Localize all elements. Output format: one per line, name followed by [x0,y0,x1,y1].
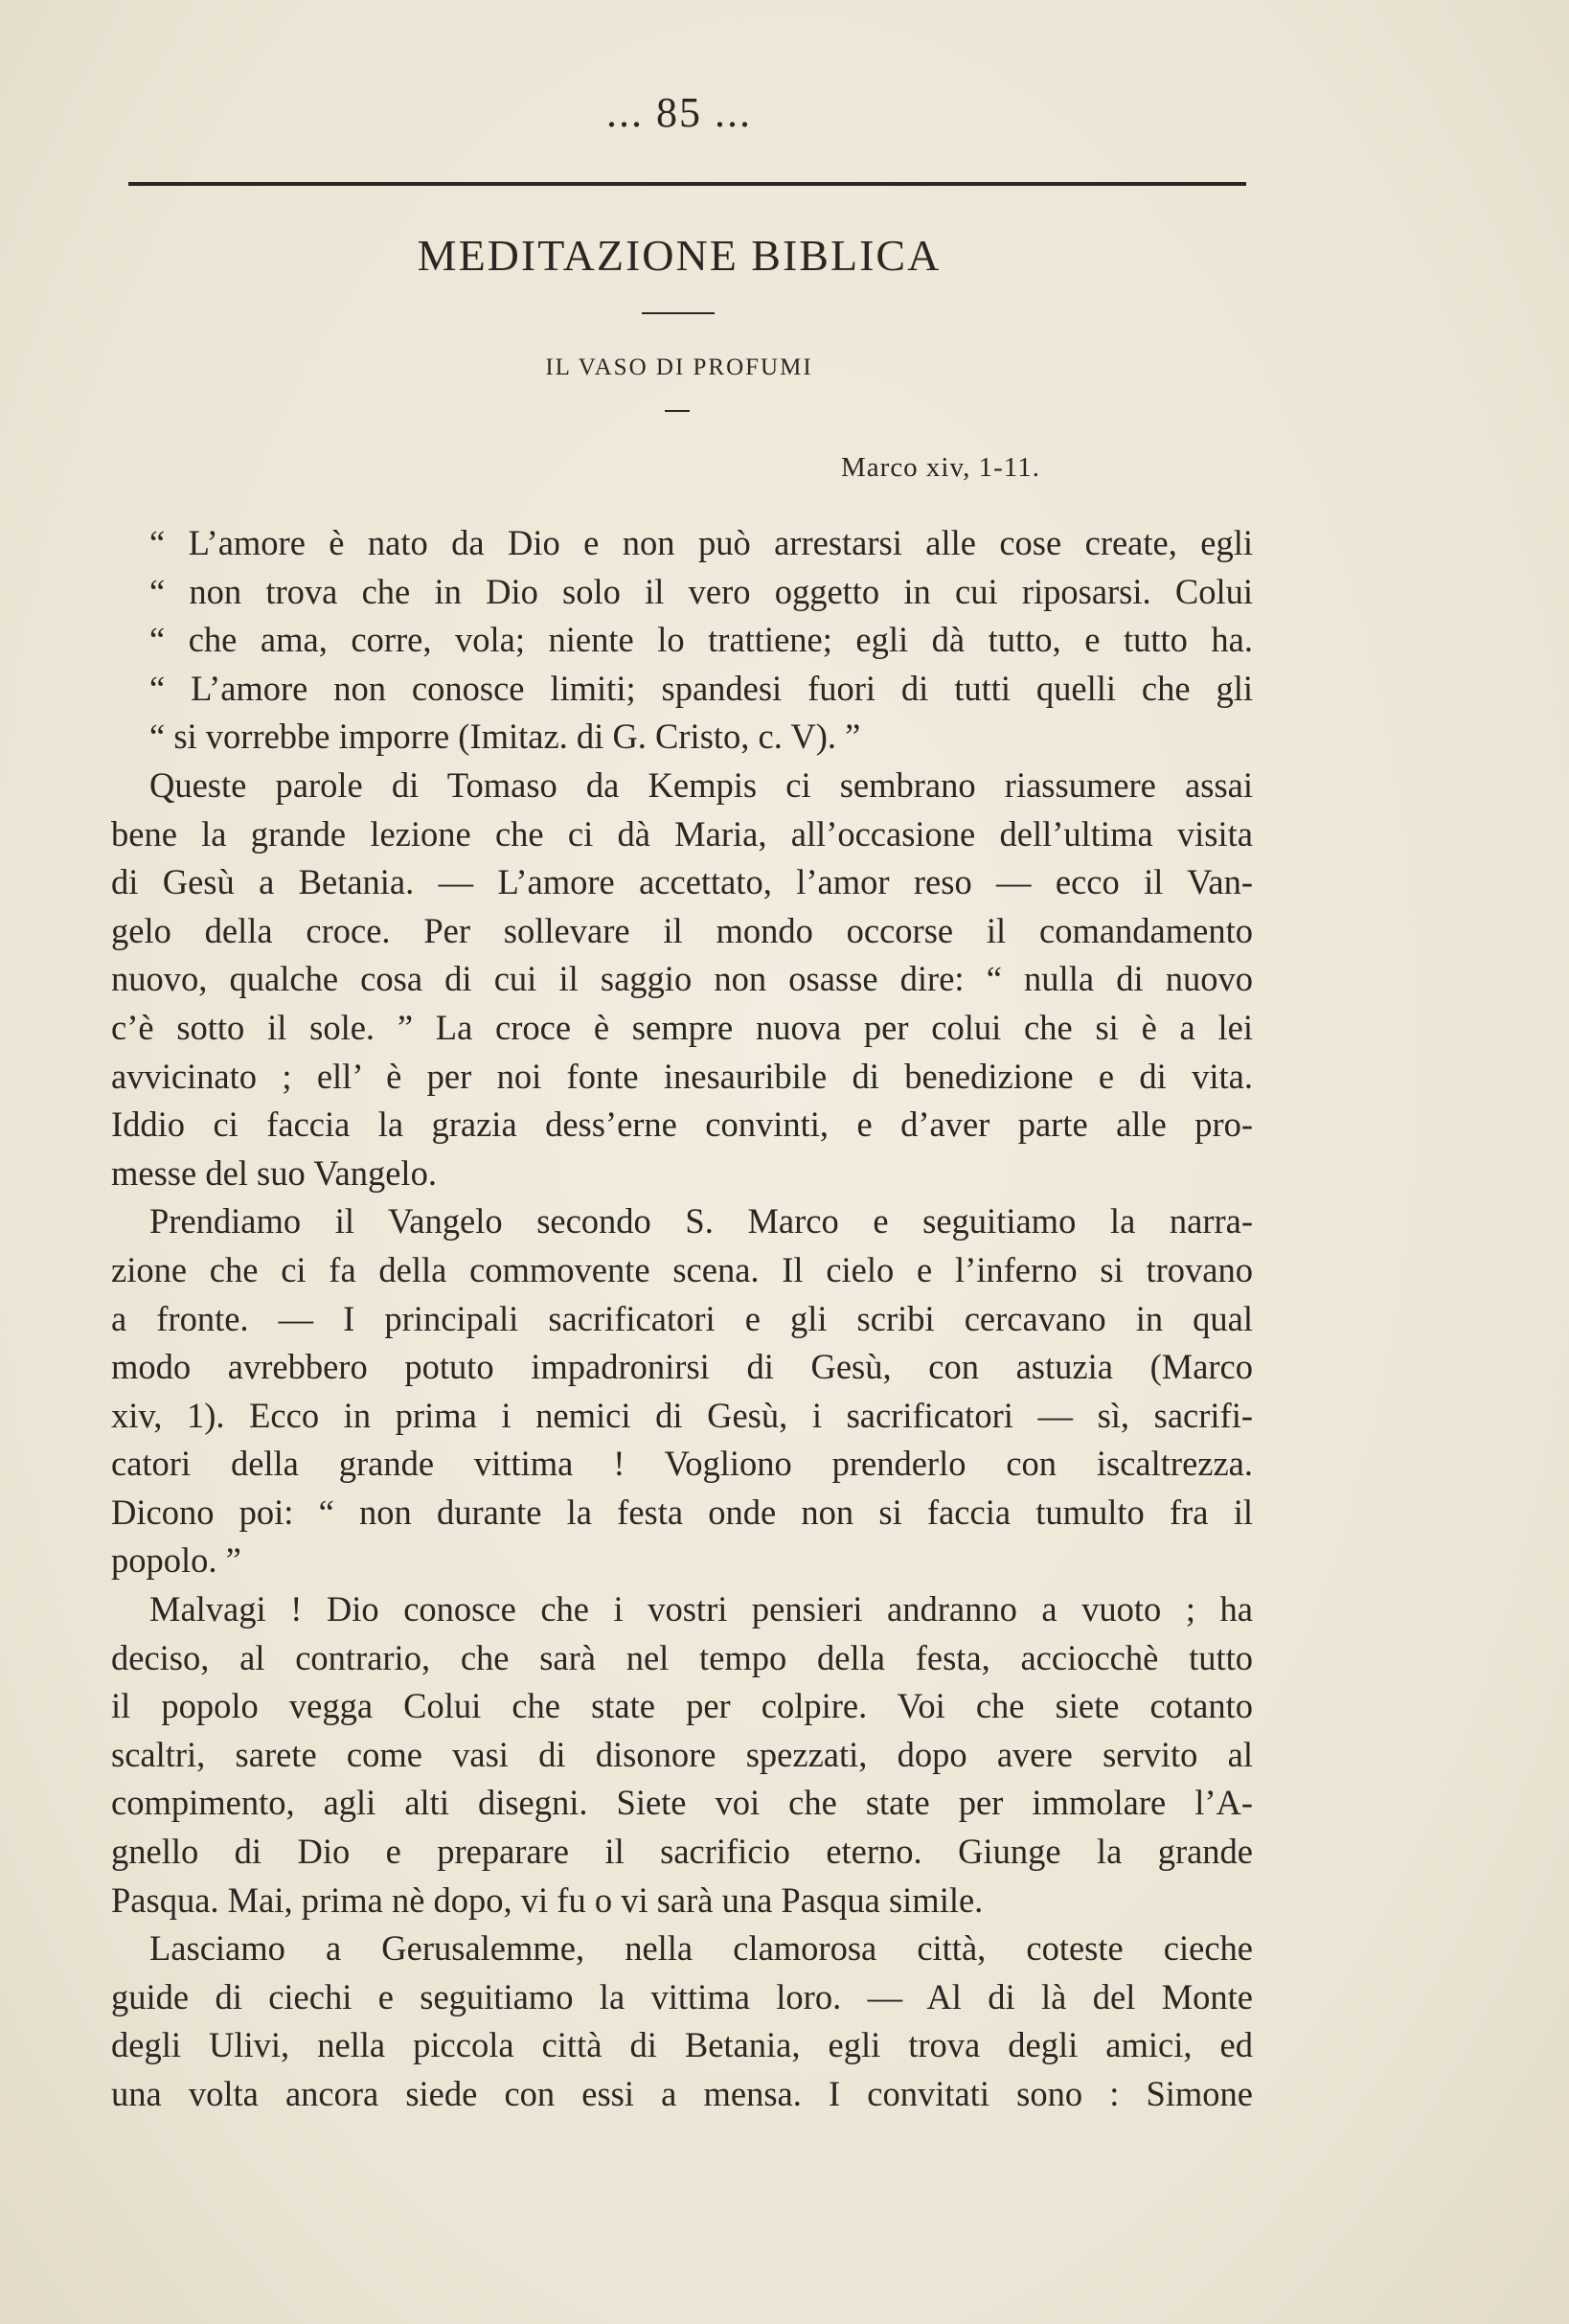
text-line: il popolo vegga Colui che state per colpire. Voi che siete cotanto [111,1686,1253,1726]
text-line: c’è sotto il sole. ” La croce è sempre nuova per colui che si è a lei [111,1007,1253,1047]
text-line: Malvagi ! Dio conosce che i vostri pensieri andranno a vuoto ; ha [149,1589,1253,1629]
text-line: gelo della croce. Per sollevare il mondo occorse il comandamento [111,910,1253,950]
text-line: Lasciamo a Gerusalemme, nella clamorosa città, coteste cieche [149,1928,1253,1969]
text-line: Pasqua. Mai, prima nè dopo, vi fu o vi sarà una Pasqua simile. [111,1880,984,1920]
text-line: Iddio ci faccia la grazia dess’erne convinti, e d’aver parte alle pro- [111,1105,1253,1145]
text-line: catori della grande vittima ! Vogliono prenderlo con iscaltrezza. [111,1444,1253,1484]
text-line: “ si vorrebbe imporre (Imitaz. di G. Cristo, c. V). ” [149,717,861,757]
text-line: zione che ci fa della commovente scena. Il cielo e l’inferno si trovano [111,1249,1253,1289]
text-line: a fronte. — I principali sacrificatori e gli scribi cercavano in qual [111,1298,1253,1338]
text-line: modo avrebbero potuto impadronirsi di Gesù, con astuzia (Marco [111,1347,1253,1387]
text-line: una volta ancora siede con essi a mensa. I convitati sono : Simone [111,2074,1253,2113]
text-line: “ non trova che in Dio solo il vero oggetto in cui riposarsi. Colui [149,571,1253,611]
text-line: popolo. ” [111,1540,241,1581]
text-line: scaltri, sarete come vasi di disonore spezzati, dopo avere servito al [111,1734,1253,1774]
text-line: messe del suo Vangelo. [111,1152,437,1193]
scripture-reference: Marco xiv, 1-11. [841,452,1040,483]
section-subtitle: IL VASO DI PROFUMI [545,354,813,380]
text-line: avvicinato ; ell’ è per noi fonte inesauribile di benedizione e di vita. [111,1056,1253,1096]
text-line: bene la grande lezione che ci dà Maria, all’occasione dell’ultima visita [111,813,1253,854]
text-line: Prendiamo il Vangelo secondo S. Marco e seguitiamo la narra- [149,1201,1253,1242]
text-line: degli Ulivi, nella piccola città di Betania, egli trova degli amici, ed [111,2025,1253,2065]
text-line: nuovo, qualche cosa di cui il saggio non osasse dire: “ nulla di nuovo [111,959,1253,999]
text-line: xiv, 1). Ecco in prima i nemici di Gesù, i sacrificatori — sì, sacrifi- [111,1395,1253,1435]
header-rule [128,182,1246,186]
subtitle-divider [665,410,690,412]
text-line: guide di ciechi e seguitiamo la vittima loro. — Al di là del Monte [111,1976,1253,2016]
body-text [111,519,1253,2119]
text-line: “ L’amore non conosce limiti; spandesi fuori di tutti quelli che gli [149,668,1253,708]
text-line: gnello di Dio e preparare il sacrificio eterno. Giunge la grande [111,1832,1253,1872]
page-number: ... 85 ... [606,89,752,136]
text-line: deciso, al contrario, che sarà nel tempo della festa, acciocchè tutto [111,1637,1253,1677]
text-line: “ che ama, corre, vola; niente lo trattiene; egli dà tutto, e tutto ha. [149,620,1253,660]
text-line: Dicono poi: “ non durante la festa onde non si faccia tumulto fra il [111,1492,1253,1532]
text-line: compimento, agli alti disegni. Siete voi che state per immolare l’A- [111,1783,1253,1823]
text-line: Queste parole di Tomaso da Kempis ci sembrano riassumere assai [149,764,1253,805]
section-title: MEDITAZIONE BIBLICA [417,231,942,280]
title-divider [642,312,715,314]
text-line: di Gesù a Betania. — L’amore accettato, l’amor reso — ecco il Van- [111,862,1253,902]
text-line: “ L’amore è nato da Dio e non può arrestarsi alle cose create, egli [149,523,1253,562]
